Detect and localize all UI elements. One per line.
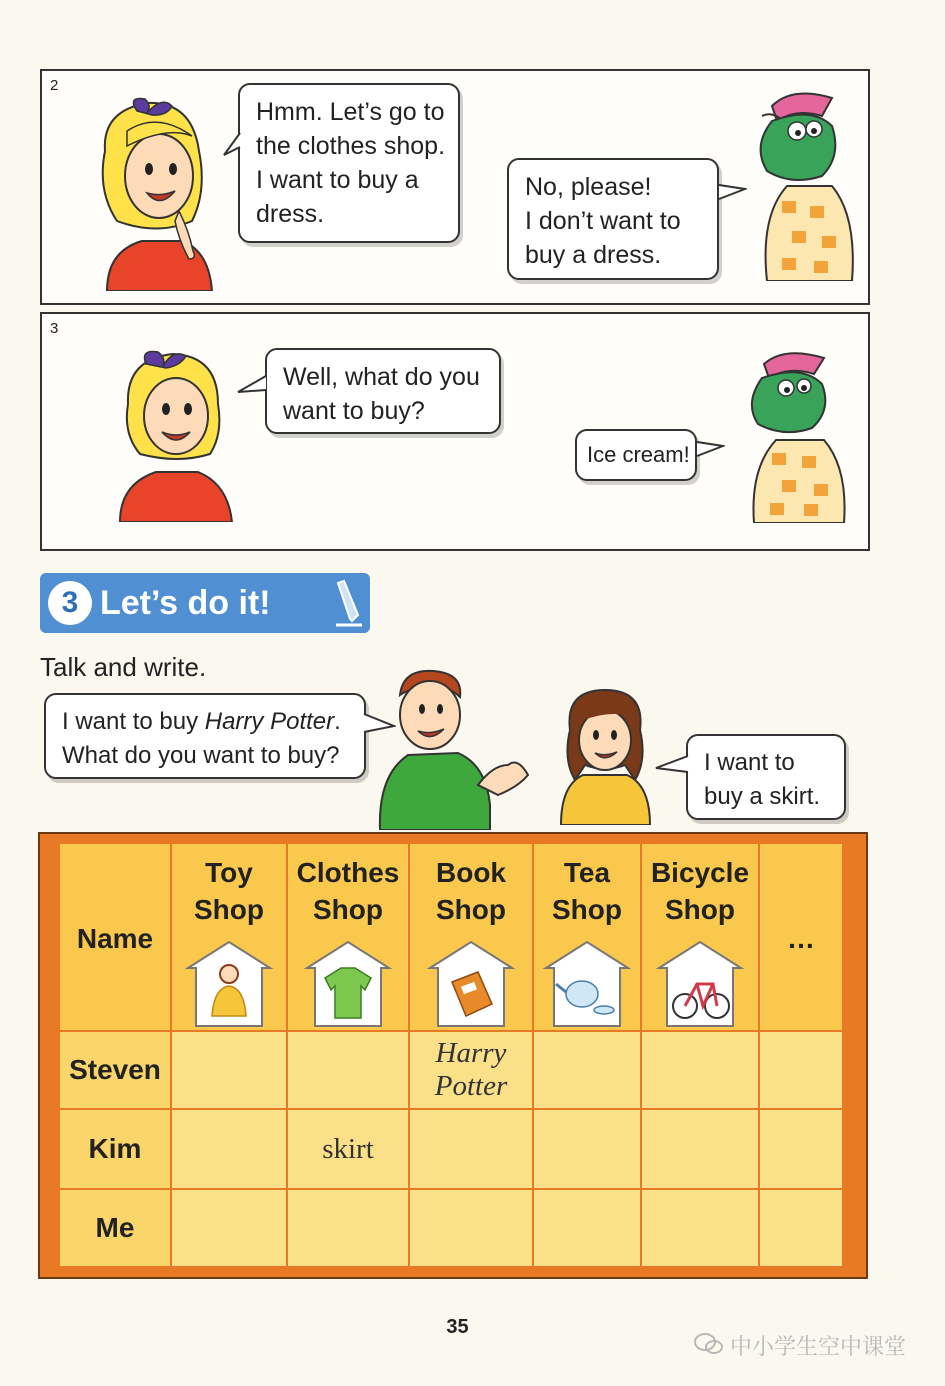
dinosaur-character-illustration bbox=[752, 86, 862, 281]
panel-number: 3 bbox=[50, 320, 59, 337]
shopping-table bbox=[38, 832, 868, 1279]
name-header: Name bbox=[76, 923, 154, 954]
panel-number: 2 bbox=[50, 77, 59, 94]
page-number: 35 bbox=[446, 1316, 469, 1338]
girl-speech-bubble bbox=[238, 83, 460, 243]
section-title: Let’s do it! bbox=[100, 584, 271, 622]
comic-panel-3 bbox=[40, 312, 870, 551]
dino-speech-bubble bbox=[507, 158, 719, 280]
table-cell-book[interactable] bbox=[410, 1032, 532, 1108]
bubble-line: Ice cream! bbox=[587, 442, 690, 467]
row-name: Me bbox=[95, 1212, 135, 1243]
table-cell[interactable] bbox=[288, 1032, 408, 1108]
bubble-line: dress. bbox=[256, 200, 325, 228]
table-cell[interactable] bbox=[410, 1110, 532, 1188]
dino-speech-bubble bbox=[575, 429, 697, 481]
shop-name: Shop bbox=[313, 894, 383, 925]
bubble-tail bbox=[695, 438, 725, 464]
instruction-text: Talk and write. bbox=[40, 652, 207, 682]
bubble-line: buy a dress. bbox=[525, 241, 662, 269]
name-header-cell bbox=[60, 844, 170, 1030]
bubble-line-1 bbox=[62, 705, 350, 739]
shop-name: Shop bbox=[194, 894, 264, 925]
book-title: Harry Potter bbox=[204, 708, 335, 735]
table-cell[interactable] bbox=[534, 1110, 640, 1188]
table-cell[interactable] bbox=[642, 1032, 758, 1108]
section-heading bbox=[40, 573, 370, 633]
bubble-tail bbox=[222, 131, 242, 161]
section-number-badge: 3 bbox=[48, 581, 92, 625]
bubble-tail bbox=[236, 374, 268, 400]
wechat-icon bbox=[694, 1332, 724, 1356]
bubble-line: No, please! bbox=[525, 173, 652, 201]
table-cell-clothes[interactable] bbox=[288, 1110, 408, 1188]
bubble-line: buy a skirt. bbox=[704, 783, 821, 810]
shop-name: Clothes bbox=[296, 857, 400, 888]
table-cell[interactable] bbox=[172, 1110, 286, 1188]
table-cell[interactable] bbox=[534, 1190, 640, 1266]
girl-speech-bubble bbox=[686, 734, 846, 820]
doll-icon bbox=[184, 938, 274, 1028]
girl-character-illustration bbox=[118, 344, 238, 522]
shop-name: Toy bbox=[205, 857, 253, 888]
table-cell[interactable] bbox=[760, 1110, 842, 1188]
boy-speech-bubble bbox=[44, 693, 366, 779]
boy-character-illustration bbox=[378, 665, 533, 830]
bubble-line: I want to bbox=[704, 749, 795, 776]
girl-speech-bubble bbox=[265, 348, 501, 434]
girl-character-illustration bbox=[97, 91, 217, 291]
bubble-line: want to buy? bbox=[283, 397, 425, 425]
shop-name: Shop bbox=[552, 894, 622, 925]
comic-panel-2 bbox=[40, 69, 870, 305]
table-cell[interactable] bbox=[172, 1190, 286, 1266]
bubble-line: Hmm. Let’s go to bbox=[256, 98, 445, 126]
row-name-cell bbox=[60, 1190, 170, 1266]
bubble-line: I want to buy a bbox=[256, 166, 419, 194]
shop-name: Bicycle bbox=[650, 857, 750, 888]
bubble-line: I don’t want to bbox=[525, 207, 681, 235]
shop-name: Book bbox=[436, 857, 506, 888]
table-cell[interactable] bbox=[642, 1190, 758, 1266]
table-cell[interactable] bbox=[172, 1032, 286, 1108]
table-cell[interactable] bbox=[534, 1032, 640, 1108]
dinosaur-character-illustration bbox=[744, 348, 854, 523]
more-header-cell bbox=[760, 844, 842, 1030]
table-cell[interactable] bbox=[288, 1190, 408, 1266]
bicycle-icon bbox=[655, 938, 745, 1028]
watermark-text: 中小学生空中课堂 bbox=[730, 1335, 907, 1360]
row-name-cell bbox=[60, 1110, 170, 1188]
book-icon bbox=[426, 938, 516, 1028]
shop-header-tea bbox=[534, 844, 640, 1030]
shop-header-clothes bbox=[288, 844, 408, 1030]
girl-character-illustration bbox=[555, 685, 655, 825]
pencil-icon bbox=[332, 579, 366, 629]
teapot-icon bbox=[542, 938, 632, 1028]
shop-name: Shop bbox=[436, 894, 506, 925]
table-cell[interactable] bbox=[760, 1190, 842, 1266]
shop-header-book bbox=[410, 844, 532, 1030]
bubble-tail bbox=[717, 181, 747, 207]
bubble-line: Well, what do you bbox=[283, 363, 480, 391]
row-name: Steven bbox=[69, 1054, 161, 1085]
bubble-line: the clothes shop. bbox=[256, 132, 446, 160]
table-cell[interactable] bbox=[760, 1032, 842, 1108]
shop-header-toy bbox=[172, 844, 286, 1030]
table-cell[interactable] bbox=[642, 1110, 758, 1188]
shop-name: Tea bbox=[563, 857, 611, 888]
bubble-text: I want to buy bbox=[62, 708, 205, 735]
table-cell[interactable] bbox=[410, 1190, 532, 1266]
table-entry: Harry bbox=[435, 1037, 507, 1069]
more-indicator: … bbox=[787, 923, 815, 954]
table-entry: Potter bbox=[434, 1070, 508, 1102]
row-name-cell bbox=[60, 1032, 170, 1108]
row-name: Kim bbox=[88, 1133, 142, 1164]
shirt-icon bbox=[303, 938, 393, 1028]
bubble-line-2: What do you want to buy? bbox=[62, 742, 340, 769]
shop-header-bicycle bbox=[642, 844, 758, 1030]
table-entry: skirt bbox=[322, 1133, 374, 1165]
shop-name: Shop bbox=[665, 894, 735, 925]
bubble-text: . bbox=[334, 708, 341, 735]
bubble-tail bbox=[654, 754, 690, 780]
